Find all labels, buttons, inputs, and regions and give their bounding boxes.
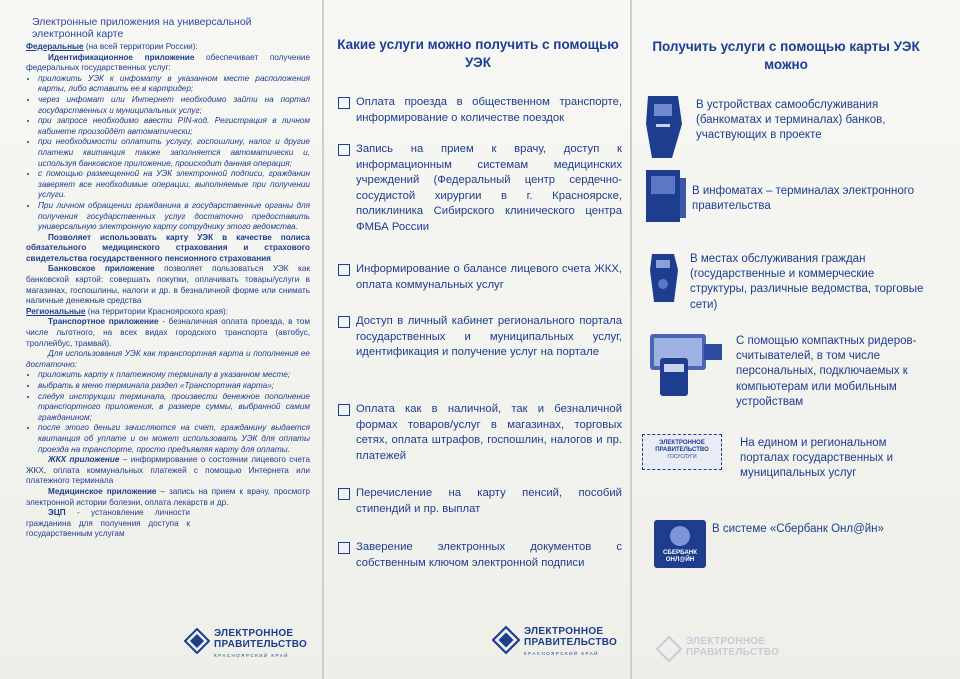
sberbank-logo — [654, 520, 706, 568]
applications-title: Электронные приложения на универсальной электронной карте — [32, 16, 252, 40]
column-applications — [26, 0, 314, 679]
zkh-text: – информирование о состоянии лицевого счета ЖКХ, оплата коммунальных платежей с помощью Интернета или платежного терминала — [26, 455, 310, 486]
insurance-text: Позволяет использовать карту УЭК в качестве полиса обязательного медицинского страхования и страхового свидетельства государственного пенсионного страхования — [26, 232, 310, 263]
logo-line1: ЭЛЕКТРОННОЕ — [686, 636, 766, 647]
sber-line2: ОНЛ@ЙН — [665, 556, 695, 563]
bank-label: Банковское приложение — [48, 264, 155, 274]
list-item: • при запросе необходимо ввести PIN-код. Регистрация в личном кабинете произойдёт автоматически; — [38, 116, 310, 137]
ident-steps — [26, 74, 310, 233]
service-item: Оплата как в наличной, так и безналичной формах товаров/услуг в магазинах, торговых сетях, оплата штрафов, госпошлин, налогов и пр. платежей — [338, 402, 622, 464]
checkbox-icon — [338, 316, 350, 328]
ecp-text: - установление личности гражданина для получения доступа к государственным услугам — [26, 508, 190, 539]
card-reader-icon — [646, 328, 726, 398]
ident-label: Идентификационное приложение — [48, 52, 195, 62]
logo-line1: ЭЛЕКТРОННОЕ — [214, 628, 294, 639]
where-item-infomat: В инфоматах – терминалах электронного правительства — [692, 185, 915, 213]
service-item: Заверение электронных документов с собственным ключом электронной подписи — [338, 540, 622, 571]
bank-text: позволяет пользоваться УЭК как банковской картой: совершать покупки, оплачивать товары/услуги в магазинах, госпошлины, налоги и др. в безналичной форме или снимать наличные денежные средства — [26, 264, 310, 306]
gosuslugi-logo — [642, 434, 722, 470]
service-item: Запись на прием к врачу, доступ к информационным системам медицинских учреждений (Федеральный центр сердечно-сосудистой хирургии в г. Красноярске, поликлиника Сибирского клинического центра ФМБА России — [338, 142, 622, 236]
fold-line-right — [630, 0, 632, 679]
regional-suffix: (на территории Красноярского края): — [85, 306, 229, 316]
list-item: • с помощью размещенной на УЭК электронной подписи, гражданин заверяет все необходимые операции, выполняемые при получении услуги. — [38, 169, 310, 201]
med-label: Медицинское приложение — [48, 486, 157, 496]
service-item: Доступ в личный кабинет регионального портала государственных и муниципальных услуг, идентификация и получение услуг на портале — [338, 314, 622, 361]
logo-line2: ПРАВИТЕЛЬСТВО — [214, 639, 308, 650]
where-item-service-points: В местах обслуживания граждан (государственные и коммерческие структуры, различные ведомства, торговые сети) — [690, 253, 924, 311]
checkbox-icon — [338, 488, 350, 500]
column-where — [636, 0, 936, 679]
where-item-atm: В устройствах самообслуживания (банкоматах и терминалах) банков, участвующих в проекте — [696, 99, 886, 142]
infomat-icon — [642, 168, 688, 226]
transport-steps — [26, 370, 310, 455]
list-item: • При личном обращении гражданина в государственные органы для получения государственных услуг достаточно предоставить универсальную электронную карту сотруднику этого ведомства. — [38, 201, 310, 233]
column-services — [330, 0, 626, 679]
sberbank-emblem-icon — [670, 526, 690, 546]
checkbox-icon — [338, 144, 350, 156]
portal-logo-line2: ПРАВИТЕЛЬСТВО — [655, 447, 709, 453]
federal-suffix: (на всей территории России): — [83, 42, 198, 51]
sber-line1: СБЕРБАНК — [662, 549, 698, 556]
where-item-sberbank: В системе «Сбербанк Онл@йн» — [712, 523, 884, 535]
list-item: • следуя инструкции терминала, произвести денежное пополнение транспортного приложения, в размере суммы, выбранной самим гражданином; — [38, 392, 310, 424]
service-item: Оплата проезда в общественном транспорте, информирование о количестве поездок — [338, 95, 622, 126]
federal-label: Федеральные — [26, 42, 84, 51]
checkbox-icon — [338, 542, 350, 554]
list-item: • приложить УЭК к инфомату в указанном месте расположения карты, либо вставить ее в картридер; — [38, 74, 310, 95]
egov-logo-icon — [184, 628, 210, 654]
checkbox-icon — [338, 404, 350, 416]
pos-terminal-icon — [644, 250, 684, 306]
services-title: Какие услуги можно получить с помощью УЭК — [337, 37, 619, 70]
egov-logo-icon — [656, 636, 682, 662]
zkh-label: ЖКХ приложение — [48, 455, 120, 465]
transport-text: - безналичная оплата проезда, в том числе льготного, на всех видах городского транспорта (автобус, троллейбус, трамвай). — [26, 317, 310, 348]
logo-line1: ЭЛЕКТРОННОЕ — [524, 626, 604, 637]
where-item-portals: На едином и региональном порталах государственных и муниципальных услуг — [740, 437, 894, 480]
checkbox-icon — [338, 97, 350, 109]
logo-line2: ПРАВИТЕЛЬСТВО — [524, 637, 618, 648]
list-item: • после этого деньги зачисляются на счет, гражданину выдается квитанция об уплате и он может использовать УЭК для оплаты проезда на транспорте, просто предъявляя карту для оплаты. — [38, 423, 310, 455]
service-item: Перечисление на карту пенсий, пособий стипендий и пр. выплат — [338, 486, 622, 517]
atm-icon — [642, 94, 686, 160]
ecp-label: ЭЦП — [48, 508, 66, 518]
list-item: • приложить карту к платежному терминалу в указанном месте; — [38, 370, 310, 381]
applications-body — [26, 42, 310, 540]
regional-label: Региональные — [26, 306, 86, 316]
med-text: – запись на прием к врачу, просмотр электронной истории болезни, оплата лекарств и др. — [26, 486, 310, 507]
where-item-card-reader: С помощью компактных ридеров-считывателей, в том числе персональных, подключаемых к компьютерам или мобильным устройствам — [736, 335, 917, 408]
portal-logo-line1: ЭЛЕКТРОННОЕ — [659, 440, 705, 446]
checkbox-icon — [338, 264, 350, 276]
list-item: • выбрать в меню терминала раздел «Транспортная карта»; — [38, 381, 310, 392]
service-item: Информирование о балансе лицевого счета ЖКХ, оплата коммунальных услуг — [338, 262, 622, 293]
logo-line2: ПРАВИТЕЛЬСТВО — [686, 647, 780, 658]
egov-logo-icon — [492, 626, 520, 654]
list-item: • через инфомат или Интернет необходимо зайти на портал государственных и муниципальных услуг; — [38, 95, 310, 116]
fold-line-left — [322, 0, 324, 679]
where-title: Получить услуги с помощью карты УЭК можно — [652, 39, 920, 72]
portal-logo-line3: ГОСУСЛУГИ — [667, 454, 697, 460]
ident-text: обеспечивает получение федеральных государственных услуг: — [26, 52, 310, 73]
list-item: • при необходимости оплатить услугу, госпошлину, налог и другие платежи квитанция также заполняется автоматически и, используя банковское приложение, происходит данная операция; — [38, 137, 310, 169]
logo-line3: КРАСНОЯРСКИЙ КРАЙ — [524, 651, 599, 656]
transport-label: Транспортное приложение — [48, 317, 159, 327]
logo-line3: КРАСНОЯРСКИЙ КРАЙ — [214, 653, 289, 658]
transport-howto: Для использования УЭК как транспортная карта и пополнения ее достаточно: — [26, 349, 310, 369]
